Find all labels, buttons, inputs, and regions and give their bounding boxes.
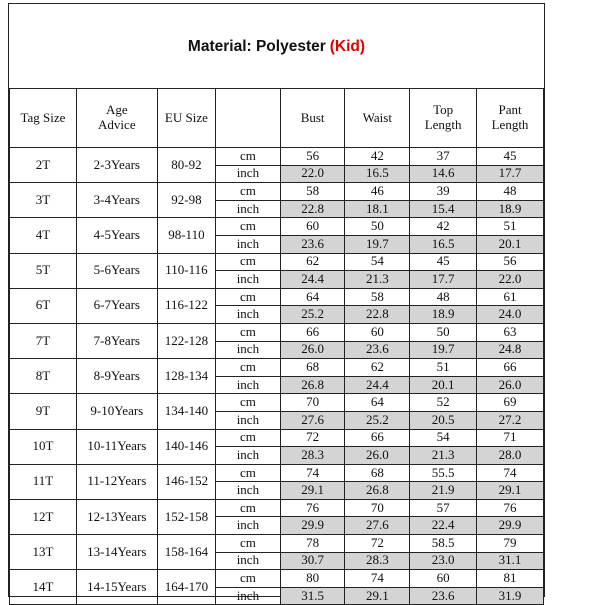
age-advice-cell: 10-11Years [76,429,157,464]
inch-value-cell: 22.8 [280,200,345,218]
title-kid-label: (Kid) [329,37,366,55]
unit-cm-cell: cm [216,464,281,482]
inch-value-cell: 17.7 [410,271,477,289]
inch-value-cell: 29.1 [280,482,345,500]
header-waist: Waist [345,89,410,148]
inch-value-cell: 27.6 [280,411,345,429]
cm-value-cell: 54 [345,253,410,271]
inch-value-cell: 28.3 [345,552,410,570]
inch-value-cell: 29.9 [477,517,544,535]
unit-inch-cell: inch [216,271,281,289]
cm-value-cell: 37 [410,148,477,166]
table-row [10,183,544,201]
cm-value-cell: 66 [477,359,544,377]
inch-value-cell: 14.6 [410,165,477,183]
cm-value-cell: 42 [345,148,410,166]
age-advice-cell: 7-8Years [76,323,157,358]
tag-size-cell: 14T [10,570,77,605]
cm-value-cell: 63 [477,323,544,341]
header-eu-size: EU Size [157,89,215,148]
inch-value-cell: 31.1 [477,552,544,570]
inch-value-cell: 27.6 [345,517,410,535]
inch-value-cell: 23.0 [410,552,477,570]
inch-value-cell: 22.8 [345,306,410,324]
cm-value-cell: 55.5 [410,464,477,482]
inch-value-cell: 26.8 [345,482,410,500]
age-advice-cell: 8-9Years [76,359,157,394]
table-row [10,323,544,341]
cm-value-cell: 64 [280,288,345,306]
inch-value-cell: 31.5 [280,587,345,605]
eu-size-cell: 80-92 [157,148,215,183]
cm-value-cell: 57 [410,499,477,517]
tag-size-cell: 12T [10,499,77,534]
inch-value-cell: 29.1 [477,482,544,500]
inch-value-cell: 21.3 [410,447,477,465]
header-row [10,89,544,148]
inch-value-cell: 23.6 [345,341,410,359]
inch-value-cell: 23.6 [280,235,345,253]
inch-value-cell: 26.0 [345,447,410,465]
tag-size-cell: 9T [10,394,77,429]
unit-inch-cell: inch [216,411,281,429]
cm-value-cell: 60 [345,323,410,341]
tag-size-cell: 3T [10,183,77,218]
inch-value-cell: 26.0 [477,376,544,394]
cm-value-cell: 58 [280,183,345,201]
eu-size-cell: 116-122 [157,288,215,323]
inch-value-cell: 16.5 [410,235,477,253]
cm-value-cell: 60 [410,570,477,588]
cm-value-cell: 56 [477,253,544,271]
age-advice-cell: 12-13Years [76,499,157,534]
cm-value-cell: 76 [280,499,345,517]
inch-value-cell: 21.9 [410,482,477,500]
table-row [10,499,544,517]
age-advice-cell: 14-15Years [76,570,157,605]
tag-size-cell: 13T [10,535,77,570]
inch-value-cell: 18.1 [345,200,410,218]
age-advice-cell: 13-14Years [76,535,157,570]
table-row [10,535,544,553]
unit-cm-cell: cm [216,359,281,377]
inch-value-cell: 31.9 [477,587,544,605]
unit-inch-cell: inch [216,341,281,359]
header-top-length: Top Length [410,89,477,148]
tag-size-cell: 8T [10,359,77,394]
unit-inch-cell: inch [216,587,281,605]
cm-value-cell: 66 [280,323,345,341]
tag-size-cell: 6T [10,288,77,323]
size-table [9,88,544,605]
unit-inch-cell: inch [216,517,281,535]
age-advice-cell: 2-3Years [76,148,157,183]
unit-cm-cell: cm [216,394,281,412]
inch-value-cell: 26.0 [280,341,345,359]
unit-cm-cell: cm [216,183,281,201]
cm-value-cell: 70 [345,499,410,517]
cm-value-cell: 72 [280,429,345,447]
unit-cm-cell: cm [216,535,281,553]
cm-value-cell: 81 [477,570,544,588]
unit-inch-cell: inch [216,552,281,570]
inch-value-cell: 26.8 [280,376,345,394]
cm-value-cell: 56 [280,148,345,166]
size-chart [8,3,545,603]
inch-value-cell: 23.6 [410,587,477,605]
cm-value-cell: 70 [280,394,345,412]
eu-size-cell: 152-158 [157,499,215,534]
unit-cm-cell: cm [216,288,281,306]
cm-value-cell: 39 [410,183,477,201]
inch-value-cell: 24.4 [280,271,345,289]
age-advice-cell: 6-7Years [76,288,157,323]
tag-size-cell: 7T [10,323,77,358]
eu-size-cell: 158-164 [157,535,215,570]
header-pant-length: Pant Length [477,89,544,148]
cm-value-cell: 80 [280,570,345,588]
unit-cm-cell: cm [216,570,281,588]
tag-size-cell: 4T [10,218,77,253]
inch-value-cell: 17.7 [477,165,544,183]
cm-value-cell: 48 [477,183,544,201]
inch-value-cell: 22.0 [477,271,544,289]
inch-value-cell: 29.9 [280,517,345,535]
tag-size-cell: 11T [10,464,77,499]
cm-value-cell: 50 [410,323,477,341]
cm-value-cell: 69 [477,394,544,412]
cm-value-cell: 71 [477,429,544,447]
table-row [10,253,544,271]
age-advice-cell: 4-5Years [76,218,157,253]
cm-value-cell: 54 [410,429,477,447]
eu-size-cell: 164-170 [157,570,215,605]
eu-size-cell: 140-146 [157,429,215,464]
unit-cm-cell: cm [216,323,281,341]
unit-cm-cell: cm [216,218,281,236]
inch-value-cell: 27.2 [477,411,544,429]
tag-size-cell: 5T [10,253,77,288]
table-row [10,288,544,306]
cm-value-cell: 42 [410,218,477,236]
inch-value-cell: 18.9 [477,200,544,218]
cm-value-cell: 74 [477,464,544,482]
cm-value-cell: 68 [280,359,345,377]
cm-value-cell: 51 [410,359,477,377]
cm-value-cell: 78 [280,535,345,553]
cm-value-cell: 48 [410,288,477,306]
table-row [10,464,544,482]
table-row [10,570,544,588]
inch-value-cell: 18.9 [410,306,477,324]
header-age-advice: Age Advice [76,89,157,148]
cm-value-cell: 66 [345,429,410,447]
unit-inch-cell: inch [216,200,281,218]
tag-size-cell: 2T [10,148,77,183]
cm-value-cell: 51 [477,218,544,236]
table-row [10,148,544,166]
inch-value-cell: 24.4 [345,376,410,394]
eu-size-cell: 98-110 [157,218,215,253]
inch-value-cell: 28.3 [280,447,345,465]
table-row [10,359,544,377]
age-advice-cell: 3-4Years [76,183,157,218]
unit-cm-cell: cm [216,253,281,271]
cm-value-cell: 72 [345,535,410,553]
table-row [10,429,544,447]
inch-value-cell: 20.1 [477,235,544,253]
cm-value-cell: 52 [410,394,477,412]
age-advice-cell: 9-10Years [76,394,157,429]
inch-value-cell: 25.2 [345,411,410,429]
unit-cm-cell: cm [216,429,281,447]
header-bust: Bust [280,89,345,148]
cm-value-cell: 76 [477,499,544,517]
inch-value-cell: 19.7 [410,341,477,359]
inch-value-cell: 24.0 [477,306,544,324]
cm-value-cell: 62 [280,253,345,271]
unit-inch-cell: inch [216,376,281,394]
inch-value-cell: 19.7 [345,235,410,253]
cm-value-cell: 68 [345,464,410,482]
age-advice-cell: 5-6Years [76,253,157,288]
inch-value-cell: 20.1 [410,376,477,394]
table-row [10,218,544,236]
inch-value-cell: 22.0 [280,165,345,183]
cm-value-cell: 46 [345,183,410,201]
cm-value-cell: 61 [477,288,544,306]
eu-size-cell: 110-116 [157,253,215,288]
eu-size-cell: 92-98 [157,183,215,218]
cm-value-cell: 58.5 [410,535,477,553]
inch-value-cell: 21.3 [345,271,410,289]
cm-value-cell: 79 [477,535,544,553]
header-unit [216,89,281,148]
cm-value-cell: 50 [345,218,410,236]
eu-size-cell: 122-128 [157,323,215,358]
cm-value-cell: 60 [280,218,345,236]
title-material: Material: Polyester [187,37,326,55]
inch-value-cell: 30.7 [280,552,345,570]
cm-value-cell: 74 [345,570,410,588]
inch-value-cell: 22.4 [410,517,477,535]
eu-size-cell: 134-140 [157,394,215,429]
inch-value-cell: 20.5 [410,411,477,429]
unit-cm-cell: cm [216,499,281,517]
cm-value-cell: 45 [410,253,477,271]
unit-inch-cell: inch [216,165,281,183]
inch-value-cell: 24.8 [477,341,544,359]
inch-value-cell: 25.2 [280,306,345,324]
inch-value-cell: 15.4 [410,200,477,218]
table-row [10,394,544,412]
age-advice-cell: 11-12Years [76,464,157,499]
cm-value-cell: 74 [280,464,345,482]
chart-title [9,4,544,89]
cm-value-cell: 62 [345,359,410,377]
cm-value-cell: 45 [477,148,544,166]
inch-value-cell: 16.5 [345,165,410,183]
unit-inch-cell: inch [216,235,281,253]
unit-inch-cell: inch [216,306,281,324]
cm-value-cell: 64 [345,394,410,412]
unit-inch-cell: inch [216,482,281,500]
cm-value-cell: 58 [345,288,410,306]
eu-size-cell: 128-134 [157,359,215,394]
inch-value-cell: 28.0 [477,447,544,465]
inch-value-cell: 29.1 [345,587,410,605]
header-tag-size: Tag Size [10,89,77,148]
unit-cm-cell: cm [216,148,281,166]
eu-size-cell: 146-152 [157,464,215,499]
unit-inch-cell: inch [216,447,281,465]
tag-size-cell: 10T [10,429,77,464]
